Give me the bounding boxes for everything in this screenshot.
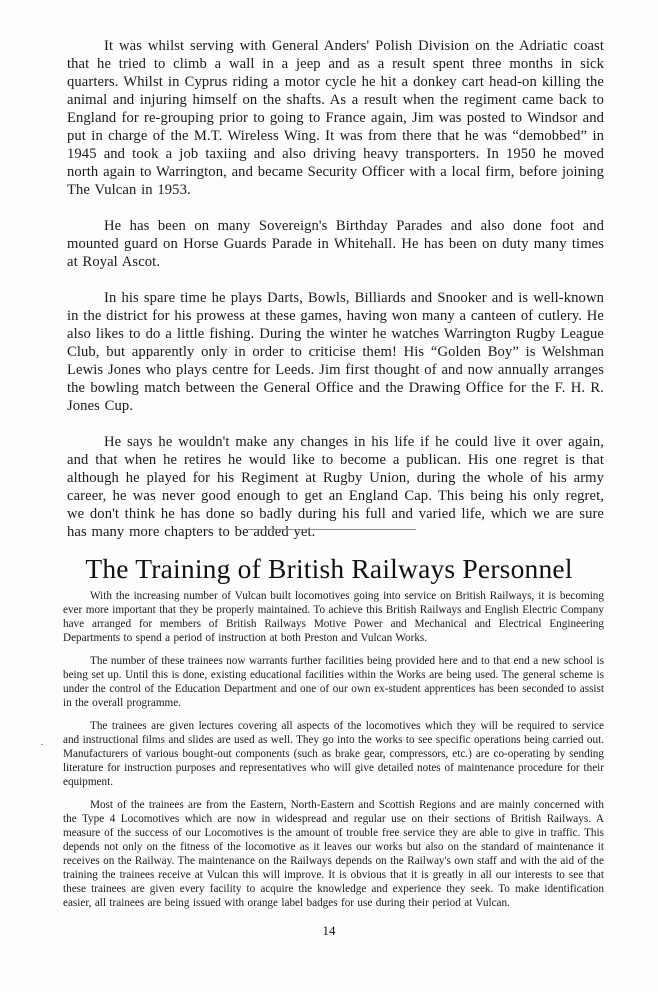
page-number: 14	[322, 923, 336, 938]
paragraph-new-school: The number of these trainees now warrants further facilities being provided here and to that end a new school is being set up. Until this is done, existing educational facilities within the Works are being used. The general scheme is under the control of the Education Department and one of our own ex-student apprentices has been seconded to assist in the overall programme.	[63, 655, 604, 709]
biography-continuation	[67, 37, 604, 559]
paragraph-hobbies: In his spare time he plays Darts, Bowls, Billiards and Snooker and is well-known in the district for his prowess at these games, having won many a canteen of cutlery. He also likes to do a little fishing. During the winter he watches Warrington Rugby League Club, but apparently only in order to criticise them! His “Golden Boy” is Welshman Lewis Jones who plays centre for Leeds. Jim first thought of and now annually arranges the bowling match between the General Office and the Drawing Office for the F. H. R. Jones Cup.	[67, 290, 604, 414]
paragraph-retirement: He says he wouldn't make any changes in his life if he could live it over again, and that when he retires he would like to become a publican. His one regret is that although he played for his Regiment at Rugby Union, during the whole of his army career, he was never good enough to get an England Cap. This being his only regret, we don't think he has done so badly during his full and varied life, which we are sure has many more chapters to be added yet.	[67, 434, 604, 540]
paragraph-trainees-regions: Most of the trainees are from the Eastern, North-Eastern and Scottish Regions and are mainly concerned with the Type 4 Locomotives which are now in widespread and regular use on their sections of British Railways. A measure of the success of our Locomotives is the amount of trouble free service they are able to give in traffic. This depends not only on the fitness of the locomotive as it leaves our works but also on the standard of maintenance it receives on the Railway. The maintenance on the Railways depends on the Railway's own staff and with the aid of the training the trainees receive at Vulcan this will improve. It is obvious that it is greatly in all our interests to see that these trainees are given every facility to acquire the knowledge and experience they seek. To make identification easier, all trainees are being issued with orange label badges for use during their period at Vulcan.	[63, 799, 604, 909]
paragraph-parades: He has been on many Sovereign's Birthday Parades and also done foot and mounted guard on Horse Guards Parade in Whitehall. He has been on duty many times at Royal Ascot.	[67, 218, 604, 270]
paragraph-military-service: It was whilst serving with General Anders' Polish Division on the Adriatic coast that he tried to climb a wall in a jeep and as a result spent three months in sick quarters. Whilst in Cyprus riding a motor cycle he hit a donkey cart head-on killing the animal and injuring himself on the shafts. As a result when the regiment came back to England for re-grouping prior to going to France again, Jim was posted to Windsor and put in charge of the M.T. Wireless Wing. It was from there that he was “demobbed” in 1945 and took a job taxiing and also driving heavy transporters. In 1950 he moved north again to Warrington, and became Security Officer with a local firm, before joining The Vulcan in 1953.	[67, 38, 604, 198]
paragraph-lectures: The trainees are given lectures covering all aspects of the locomotives which they will be required to service and instructional films and slides are used as well. They go into the works to see specific operations being carried out. Manufacturers of various bought-out components (such as brake gear, compressors, etc.) are co-operating by sending literature for instruction purposes and representatives who will give detailed notes of maintenance procedure for their equipment.	[63, 720, 604, 788]
article-body	[63, 589, 604, 919]
scan-artifact	[41, 744, 43, 745]
paragraph-introduction: With the increasing number of Vulcan built locomotives going into service on British Railways, it is becoming ever more important that they be properly maintained. To achieve this British Railways and English Electric Company have arranged for members of British Railways Motive Power and Mechanical and Electrical Engineering Departments to spend a period of instruction at both Preston and Vulcan Works.	[63, 590, 604, 644]
section-divider	[248, 529, 416, 530]
article-title: The Training of British Railways Personnel	[85, 553, 573, 584]
